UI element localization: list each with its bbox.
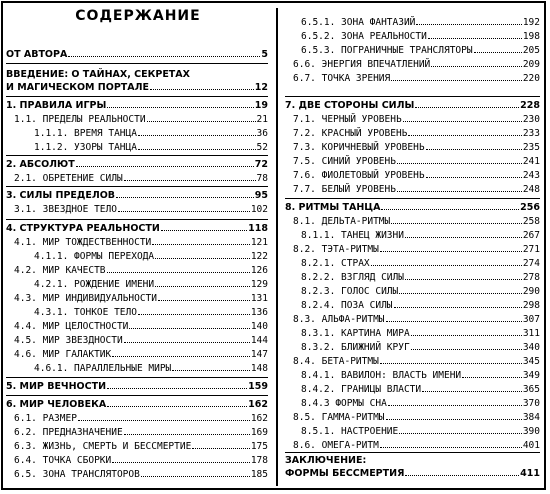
dot-leader [403, 113, 522, 122]
dot-leader [426, 169, 522, 178]
toc-entry[interactable] [285, 215, 540, 228]
dot-leader [107, 398, 247, 407]
conclusion-line-1: ЗАКЛЮЧЕНИЕ: [285, 455, 367, 466]
dot-leader [405, 467, 519, 476]
dot-leader [76, 158, 254, 167]
toc-entry-text: 8.2.4. ПОЗА СИЛЫ [301, 300, 393, 311]
toc-entry-text: 8.5. ГАММА-РИТМЫ [293, 412, 385, 423]
dot-leader [138, 127, 256, 136]
dot-leader [381, 201, 519, 210]
section-rule [285, 198, 540, 199]
toc-entry-text: 2. АБСОЛЮТ [6, 159, 75, 170]
toc-entry[interactable] [285, 155, 540, 168]
dot-leader [107, 264, 250, 273]
toc-entry-page: 136 [250, 307, 268, 318]
toc-entry-text: 6.6. ЭНЕРГИЯ ВПЕЧАТЛЕНИЙ [293, 59, 431, 70]
toc-entry-page: 78 [256, 173, 268, 184]
dot-leader [408, 127, 521, 136]
dot-leader [462, 369, 522, 378]
toc-entry[interactable] [285, 369, 540, 382]
toc-entry-text: 8.3.2. БЛИЖНИЙ КРУГ [301, 342, 410, 353]
toc-entry-page: 198 [522, 31, 540, 42]
toc-entry-text: 8.2.2. ВЗГЛЯД СИЛЫ [301, 272, 404, 283]
toc-entry-text: 7.2. КРАСНЫЙ УРОВЕНЬ [293, 128, 408, 139]
toc-entry-page: 19 [254, 100, 268, 111]
dot-leader [405, 229, 522, 238]
dot-leader [138, 306, 250, 315]
toc-entry-text: 4.2.1. РОЖДЕНИЕ ИМЕНИ [34, 279, 155, 290]
toc-entry-text: 6.5.1. ЗОНА ФАНТАЗИЙ [301, 17, 416, 28]
toc-chapter-entry[interactable] [6, 222, 268, 235]
toc-entry[interactable] [285, 183, 540, 196]
toc-entry[interactable] [285, 285, 540, 298]
dot-leader [394, 299, 522, 308]
dot-leader [161, 222, 247, 231]
dot-leader [141, 468, 250, 477]
toc-entry-page: 307 [522, 314, 540, 325]
dot-leader [118, 203, 250, 212]
toc-entry-page: 147 [250, 349, 268, 360]
dot-leader [147, 113, 256, 122]
column-divider [276, 8, 278, 486]
toc-entry-page: 205 [522, 45, 540, 56]
toc-entry-text: 1. ПРАВИЛА ИГРЫ [6, 100, 107, 111]
toc-entry-text: 6.1. РАЗМЕР [14, 413, 77, 424]
toc-chapter-entry[interactable] [6, 380, 268, 393]
toc-entry[interactable] [6, 468, 268, 481]
toc-chapter-entry[interactable] [6, 99, 268, 112]
toc-entry-page: 233 [522, 128, 540, 139]
dot-leader [415, 99, 519, 108]
toc-entry-page: 36 [256, 128, 268, 139]
toc-entry-text: 4.2. МИР КАЧЕСТВ [14, 265, 106, 276]
toc-entry-text: 2.1. ОБРЕТЕНИЕ СИЛЫ [14, 173, 123, 184]
section-rule [6, 219, 268, 220]
toc-chapter-entry[interactable] [285, 99, 540, 112]
dot-leader [112, 454, 250, 463]
dot-leader [416, 16, 521, 25]
toc-entry-text: 4. СТРУКТУРА РЕАЛЬНОСТИ [6, 223, 160, 234]
toc-entry-page: 148 [250, 363, 268, 374]
toc-entry[interactable] [6, 440, 268, 453]
toc-entry[interactable] [6, 362, 268, 375]
intro-line-1: ВВЕДЕНИЕ: О ТАЙНАХ, СЕКРЕТАХ [6, 69, 190, 80]
toc-entry[interactable] [285, 313, 540, 326]
toc-entry-page: 248 [522, 184, 540, 195]
toc-entry-text: 6.5. ЗОНА ТРАНСЛЯТОРОВ [14, 469, 140, 480]
toc-entry-text: 6.4. ТОЧКА СБОРКИ [14, 455, 112, 466]
toc-entry[interactable] [6, 203, 268, 216]
toc-entry-page: 220 [522, 73, 540, 84]
toc-entry-text: 1.1. ПРЕДЕЛЫ РЕАЛЬНОСТИ [14, 114, 146, 125]
dot-leader [124, 172, 256, 181]
dot-leader [399, 285, 522, 294]
section-rule [6, 63, 268, 64]
toc-entry[interactable] [6, 172, 268, 185]
toc-entry-page: 365 [522, 384, 540, 395]
toc-chapter-entry[interactable] [6, 158, 268, 171]
dot-leader [405, 271, 522, 280]
toc-entry-page: 271 [522, 244, 540, 255]
dot-leader [112, 348, 250, 357]
toc-entry-page: 144 [250, 335, 268, 346]
toc-entry-page: 411 [520, 468, 540, 479]
dot-leader [428, 30, 522, 39]
toc-entry-page: 131 [250, 293, 268, 304]
toc-entry-text: 8.6. ОМЕГА-РИТМ [293, 440, 379, 451]
section-rule [285, 452, 540, 453]
toc-entry-text: 7.7. БЕЛЫЙ УРОВЕНЬ [293, 184, 396, 195]
toc-entry-page: 95 [254, 190, 268, 201]
toc-entry-text: 6. МИР ЧЕЛОВЕКА [6, 399, 107, 410]
dot-leader [78, 412, 250, 421]
toc-entry-page: 278 [522, 272, 540, 283]
dot-leader [431, 58, 522, 67]
toc-entry-text: 7.5. СИНИЙ УРОВЕНЬ [293, 156, 396, 167]
toc-entry-text: 8.5.1. НАСТРОЕНИЕ [301, 426, 399, 437]
toc-entry-text: 4.5. МИР ЗВЕЗДНОСТИ [14, 335, 123, 346]
toc-entry[interactable] [285, 425, 540, 438]
toc-entry-page: 122 [250, 251, 268, 262]
toc-chapter-entry[interactable] [6, 189, 268, 202]
toc-entry-conclusion[interactable] [285, 455, 540, 480]
toc-entry[interactable] [285, 44, 540, 57]
dot-leader [422, 383, 522, 392]
toc-entry-text: 1.1.1. ВРЕМЯ ТАНЦА [34, 128, 137, 139]
toc-entry-page: 5 [261, 49, 268, 60]
toc-entry[interactable] [285, 257, 540, 270]
toc-entry-page: 162 [250, 413, 268, 424]
dot-leader [107, 380, 247, 389]
toc-entry[interactable] [285, 58, 540, 71]
toc-entry-page: 178 [250, 455, 268, 466]
toc-entry-text: 6.2. ПРЕДНАЗНАЧЕНИЕ [14, 427, 123, 438]
dot-leader [391, 215, 522, 224]
toc-entry-text: 8.2. ТЭТА-РИТМЫ [293, 244, 379, 255]
toc-entry[interactable] [285, 383, 540, 396]
dot-leader [397, 155, 522, 164]
toc-entry[interactable] [6, 236, 268, 249]
toc-chapter-entry[interactable] [6, 398, 268, 411]
section-rule [6, 395, 268, 396]
toc-entry-text: 3. СИЛЫ ПРЕДЕЛОВ [6, 190, 116, 201]
toc-entry-text: 8.1.1. ТАНЕЦ ЖИЗНИ [301, 230, 404, 241]
toc-entry-page: 102 [250, 204, 268, 215]
toc-entry-page: 162 [248, 399, 268, 410]
dot-leader [158, 292, 250, 301]
toc-entry-page: 340 [522, 342, 540, 353]
dot-leader [152, 236, 250, 245]
toc-entry[interactable] [6, 292, 268, 305]
toc-entry[interactable] [285, 169, 540, 182]
toc-entry-text: 8.3.1. КАРТИНА МИРА [301, 328, 410, 339]
toc-entry-text: 7.1. ЧЕРНЫЙ УРОВЕНЬ [293, 114, 402, 125]
toc-entry-page: 290 [522, 286, 540, 297]
toc-entry-page: 243 [522, 170, 540, 181]
toc-entry-text: 8.4.3 ФОРМЫ СНА [301, 398, 387, 409]
dot-leader [386, 313, 522, 322]
toc-entry[interactable] [285, 271, 540, 284]
section-rule [6, 96, 268, 97]
toc-entry-page: 175 [250, 441, 268, 452]
toc-entry-text: 8.1. ДЕЛЬТА-РИТМЫ [293, 216, 391, 227]
toc-entry[interactable] [6, 113, 268, 126]
toc-entry-page: 159 [248, 381, 268, 392]
toc-entry-text: 8.4.2. ГРАНИЦЫ ВЛАСТИ [301, 384, 422, 395]
conclusion-line-2: ФОРМЫ БЕССМЕРТИЯ [285, 468, 405, 479]
section-rule [6, 186, 268, 187]
toc-entry-text: 8.4.1. ВАВИЛОН: ВЛАСТЬ ИМЕНИ [301, 370, 462, 381]
dot-leader [172, 362, 250, 371]
toc-entry[interactable] [285, 397, 540, 410]
toc-entry-page: 298 [522, 300, 540, 311]
toc-entry[interactable] [6, 320, 268, 333]
toc-entry-author[interactable] [6, 48, 268, 61]
toc-entry-text: 6.5.3. ПОГРАНИЧНЫЕ ТРАНСЛЯТОРЫ [301, 45, 473, 56]
toc-entry[interactable] [6, 426, 268, 439]
toc-entry-text: 1.1.2. УЗОРЫ ТАНЦА [34, 142, 137, 153]
toc-entry[interactable] [6, 250, 268, 263]
toc-entry-page: 258 [522, 216, 540, 227]
toc-entry-page: 209 [522, 59, 540, 70]
dot-leader [474, 44, 522, 53]
section-rule [285, 96, 540, 97]
toc-entry-page: 390 [522, 426, 540, 437]
toc-entry-page: 401 [522, 440, 540, 451]
toc-entry[interactable] [6, 348, 268, 361]
toc-entry-page: 235 [522, 142, 540, 153]
toc-entry-page: 256 [520, 202, 540, 213]
toc-entry[interactable] [285, 327, 540, 340]
toc-entry-text: 8.2.1. СТРАХ [301, 258, 370, 269]
toc-entry-text: 8. РИТМЫ ТАНЦА [285, 202, 381, 213]
dot-leader [380, 355, 522, 364]
toc-chapter-entry[interactable] [285, 201, 540, 214]
dot-leader [391, 72, 522, 81]
toc-entry[interactable] [285, 229, 540, 242]
toc-entry-page: 349 [522, 370, 540, 381]
section-rule [6, 377, 268, 378]
dot-leader [129, 320, 249, 329]
toc-entry-page: 129 [250, 279, 268, 290]
toc-entry[interactable] [285, 113, 540, 126]
dot-leader [426, 141, 522, 150]
toc-entry-page: 241 [522, 156, 540, 167]
toc-entry[interactable] [285, 16, 540, 29]
dot-leader [386, 411, 522, 420]
toc-entry-text: ОТ АВТОРА [6, 49, 68, 60]
toc-entry-page: 230 [522, 114, 540, 125]
toc-entry-text: 6.5.2. ЗОНА РЕАЛЬНОСТИ [301, 31, 427, 42]
dot-leader [397, 183, 522, 192]
toc-entry[interactable] [285, 355, 540, 368]
toc-entry-text: 5. МИР ВЕЧНОСТИ [6, 381, 107, 392]
dot-leader [411, 327, 522, 336]
toc-entry[interactable] [285, 243, 540, 256]
dot-leader [380, 243, 522, 252]
toc-entry-page: 228 [520, 100, 540, 111]
intro-line-2: И МАГИЧЕСКОМ ПОРТАЛЕ [6, 82, 150, 93]
toc-entry-page: 118 [248, 223, 268, 234]
toc-entry-page: 267 [522, 230, 540, 241]
toc-entry[interactable] [6, 306, 268, 319]
toc-entry-text: 4.3. МИР ИНДИВИДУАЛЬНОСТИ [14, 293, 157, 304]
toc-entry-page: 192 [522, 17, 540, 28]
dot-leader [68, 48, 260, 57]
dot-leader [138, 141, 256, 150]
toc-entry-text: 4.6. МИР ГАЛАКТИК [14, 349, 112, 360]
dot-leader [124, 334, 250, 343]
toc-entry[interactable] [285, 299, 540, 312]
toc-entry[interactable] [285, 439, 540, 452]
toc-entry-text: 8.2.3. ГОЛОС СИЛЫ [301, 286, 399, 297]
toc-entry-page: 140 [250, 321, 268, 332]
toc-entry[interactable] [285, 72, 540, 85]
dot-leader [124, 426, 250, 435]
toc-entry-intro[interactable] [6, 69, 268, 94]
toc-entry-text: 4.3.1. ТОНКОЕ ТЕЛО [34, 307, 137, 318]
toc-entry-text: 4.1.1. ФОРМЫ ПЕРЕХОДА [34, 251, 155, 262]
toc-entry[interactable] [6, 412, 268, 425]
dot-leader [155, 250, 250, 259]
toc-entry-text: 7.3. КОРИЧНЕВЫЙ УРОВЕНЬ [293, 142, 425, 153]
toc-entry-text: 6.7. ТОЧКА ЗРЕНИЯ [293, 73, 391, 84]
toc-entry-page: 12 [254, 82, 268, 93]
dot-leader [116, 189, 254, 198]
toc-entry[interactable] [285, 341, 540, 354]
toc-entry[interactable] [6, 141, 268, 154]
toc-entry[interactable] [285, 411, 540, 424]
section-rule [6, 155, 268, 156]
toc-entry-page: 72 [254, 159, 268, 170]
toc-entry-text: 3.1. ЗВЕЗДНОЕ ТЕЛО [14, 204, 117, 215]
dot-leader [107, 99, 253, 108]
toc-entry-page: 169 [250, 427, 268, 438]
toc-entry-text: 8.3. АЛЬФА-РИТМЫ [293, 314, 385, 325]
toc-entry-text: 4.4. МИР ЦЕЛОСТНОСТИ [14, 321, 129, 332]
dot-leader [192, 440, 250, 449]
toc-entry-page: 52 [256, 142, 268, 153]
toc-entry-text: 7. ДВЕ СТОРОНЫ СИЛЫ [285, 100, 415, 111]
dot-leader [411, 341, 522, 350]
toc-entry-page: 311 [522, 328, 540, 339]
dot-leader [380, 439, 522, 448]
toc-entry[interactable] [285, 141, 540, 154]
toc-entry[interactable] [6, 334, 268, 347]
toc-entry-text: 7.6. ФИОЛЕТОВЫЙ УРОВЕНЬ [293, 170, 425, 181]
dot-leader [150, 81, 254, 90]
page-title: СОДЕРЖАНИЕ [75, 8, 201, 24]
toc-entry-page: 126 [250, 265, 268, 276]
toc-entry-page: 21 [256, 114, 268, 125]
toc-entry[interactable] [6, 127, 268, 140]
dot-leader [399, 425, 522, 434]
toc-entry-page: 121 [250, 237, 268, 248]
toc-entry[interactable] [6, 454, 268, 467]
dot-leader [388, 397, 522, 406]
toc-entry-text: 4.6.1. ПАРАЛЛЕЛЬНЫЕ МИРЫ [34, 363, 172, 374]
toc-entry[interactable] [285, 30, 540, 43]
toc-entry-page: 370 [522, 398, 540, 409]
toc-entry-page: 384 [522, 412, 540, 423]
toc-entry-text: 6.3. ЖИЗНЬ, СМЕРТЬ И БЕССМЕРТИЕ [14, 441, 192, 452]
toc-entry-page: 274 [522, 258, 540, 269]
toc-entry-page: 185 [250, 469, 268, 480]
toc-entry-page: 345 [522, 356, 540, 367]
toc-entry-text: 8.4. БЕТА-РИТМЫ [293, 356, 379, 367]
dot-leader [155, 278, 250, 287]
toc-entry-text: 4.1. МИР ТОЖДЕСТВЕННОСТИ [14, 237, 152, 248]
toc-entry[interactable] [285, 127, 540, 140]
toc-entry[interactable] [6, 264, 268, 277]
dot-leader [371, 257, 522, 266]
toc-entry[interactable] [6, 278, 268, 291]
